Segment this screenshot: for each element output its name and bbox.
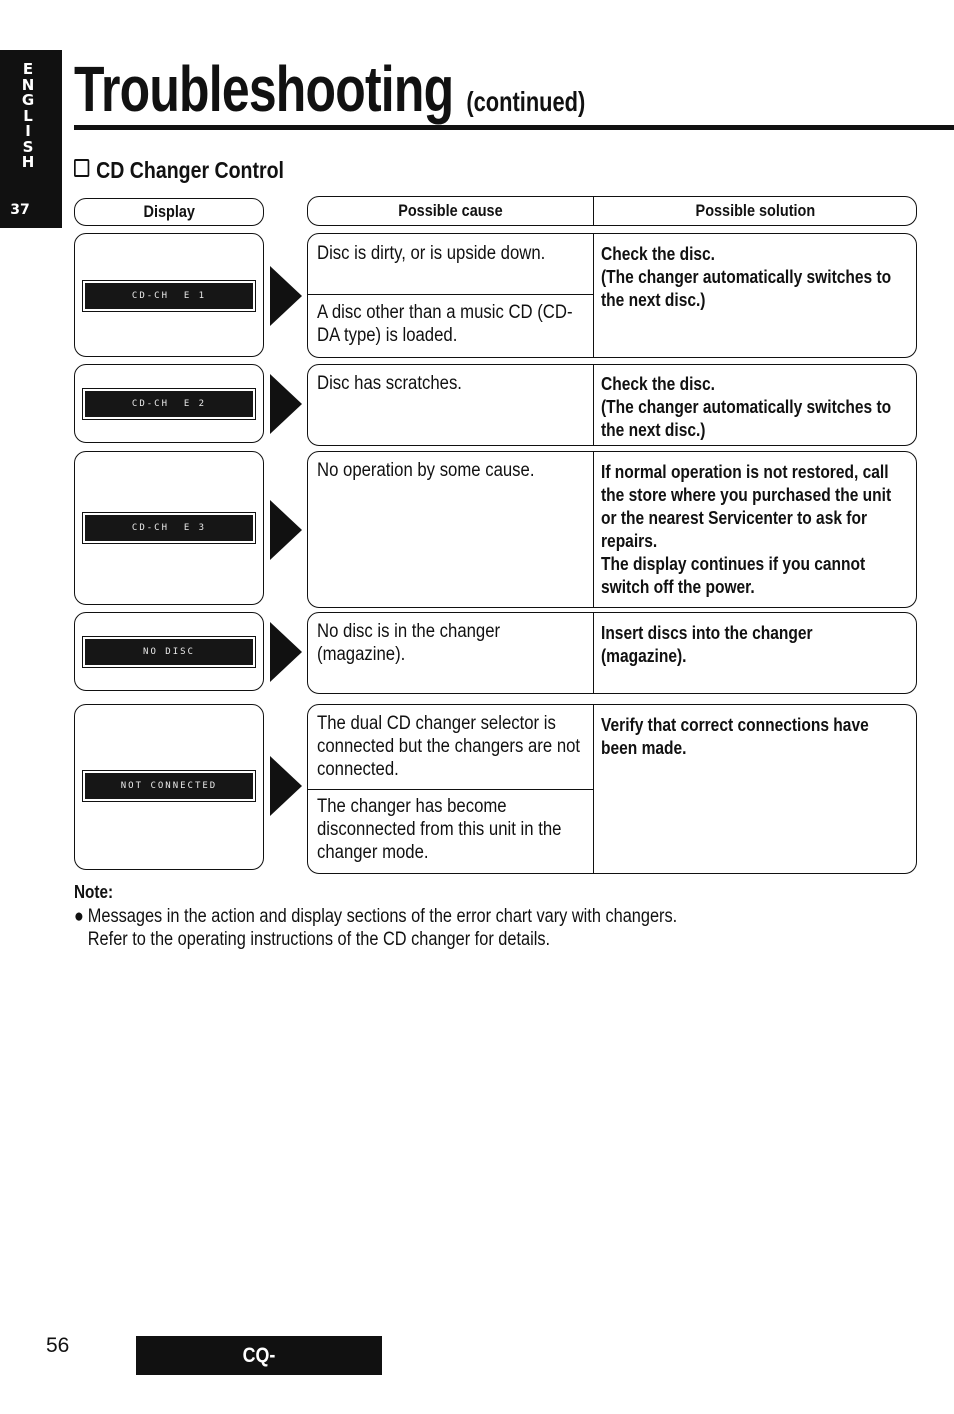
tab-letter: N — [21, 75, 35, 94]
arrow-right-icon — [270, 756, 302, 816]
column-divider — [593, 612, 594, 694]
possible-cause: A disc other than a music CD (CD-DA type) is loaded. — [317, 302, 573, 346]
lcd-text: CD-CH E 1 — [85, 283, 253, 309]
lcd-display — [82, 388, 256, 420]
table-row — [307, 451, 917, 608]
lcd-display — [82, 770, 256, 802]
lcd-text: NOT CONNECTED — [85, 773, 253, 799]
display-header-label: Display — [143, 202, 195, 221]
note-heading: Note: — [74, 882, 114, 902]
page-title — [74, 52, 585, 126]
column-divider — [593, 451, 594, 608]
lcd-text: CD-CH E 3 — [85, 515, 253, 541]
solution-header-label: Possible solution — [695, 201, 815, 220]
tab-letter: E — [22, 60, 34, 78]
solution-header — [594, 197, 916, 225]
tab-letter: G — [21, 91, 35, 109]
title-rule — [74, 125, 954, 130]
bullet-icon: ● — [74, 906, 84, 927]
table-row — [307, 704, 917, 874]
checkbox-square-icon — [74, 159, 89, 177]
cause-divider — [308, 294, 593, 295]
possible-solution: Check the disc. (The changer automatically switches to the next disc.) — [601, 243, 892, 310]
model-badge — [136, 1336, 382, 1406]
possible-solution: Check the disc. (The changer automatically switches to the next disc.) — [601, 373, 892, 440]
note-line: Refer to the operating instructions of the CD changer for details. — [87, 929, 551, 950]
possible-cause: Disc is dirty, or is upside down. — [317, 243, 546, 264]
arrow-right-icon — [270, 266, 302, 326]
language-letters — [20, 62, 36, 171]
arrow-right-icon — [270, 500, 302, 560]
cause-divider — [308, 789, 593, 790]
tab-letter: L — [23, 106, 33, 125]
possible-cause: No disc is in the changer (magazine). — [317, 621, 501, 665]
display-column-header — [74, 198, 264, 226]
note-line: Messages in the action and display sections of the error chart vary with changers. — [87, 906, 678, 927]
cause-header — [308, 197, 594, 225]
tab-letter: H — [21, 153, 35, 171]
cause-header-label: Possible cause — [398, 201, 503, 220]
possible-solution: If normal operation is not restored, call the store where you purchased the unit or the nearest Servicenter to ask for repairs. The display continues if you cannot switch off the power. — [601, 461, 892, 597]
section-page-number: 37 — [10, 202, 30, 218]
possible-cause: Disc has scratches. — [317, 373, 462, 394]
lcd-text: CD-CH E 2 — [85, 391, 253, 417]
arrow-right-icon — [270, 622, 302, 682]
tab-letter: I — [25, 122, 31, 140]
column-divider — [593, 704, 594, 874]
lcd-display — [82, 280, 256, 312]
table-row — [307, 364, 917, 446]
section-heading — [74, 157, 284, 184]
title-text: Troubleshooting — [74, 53, 454, 125]
lcd-display — [82, 512, 256, 544]
tab-letter: S — [22, 137, 34, 156]
possible-cause: The dual CD changer selector is connected but the changers are not connected. — [317, 713, 581, 780]
column-divider — [593, 233, 594, 358]
language-tab — [0, 50, 62, 228]
title-subtitle: (continued) — [466, 86, 586, 117]
possible-cause: The changer has become disconnected from this unit in the changer mode. — [317, 796, 562, 863]
lcd-text: NO DISC — [85, 639, 253, 665]
lcd-display — [82, 636, 256, 668]
section-title-text: CD Changer Control — [96, 157, 285, 183]
cause-solution-header — [307, 196, 917, 226]
arrow-right-icon — [270, 374, 302, 434]
table-row — [307, 233, 917, 358]
possible-cause: No operation by some cause. — [317, 460, 535, 481]
note-body — [74, 905, 677, 951]
table-row — [307, 612, 917, 694]
model-text: CQ-C8400/8300/8200/8100U — [159, 1344, 359, 1406]
page-number: 56 — [46, 1334, 70, 1357]
column-divider — [593, 364, 594, 446]
possible-solution: Verify that correct connections have been made. — [601, 714, 869, 758]
possible-solution: Insert discs into the changer (magazine). — [601, 622, 813, 666]
